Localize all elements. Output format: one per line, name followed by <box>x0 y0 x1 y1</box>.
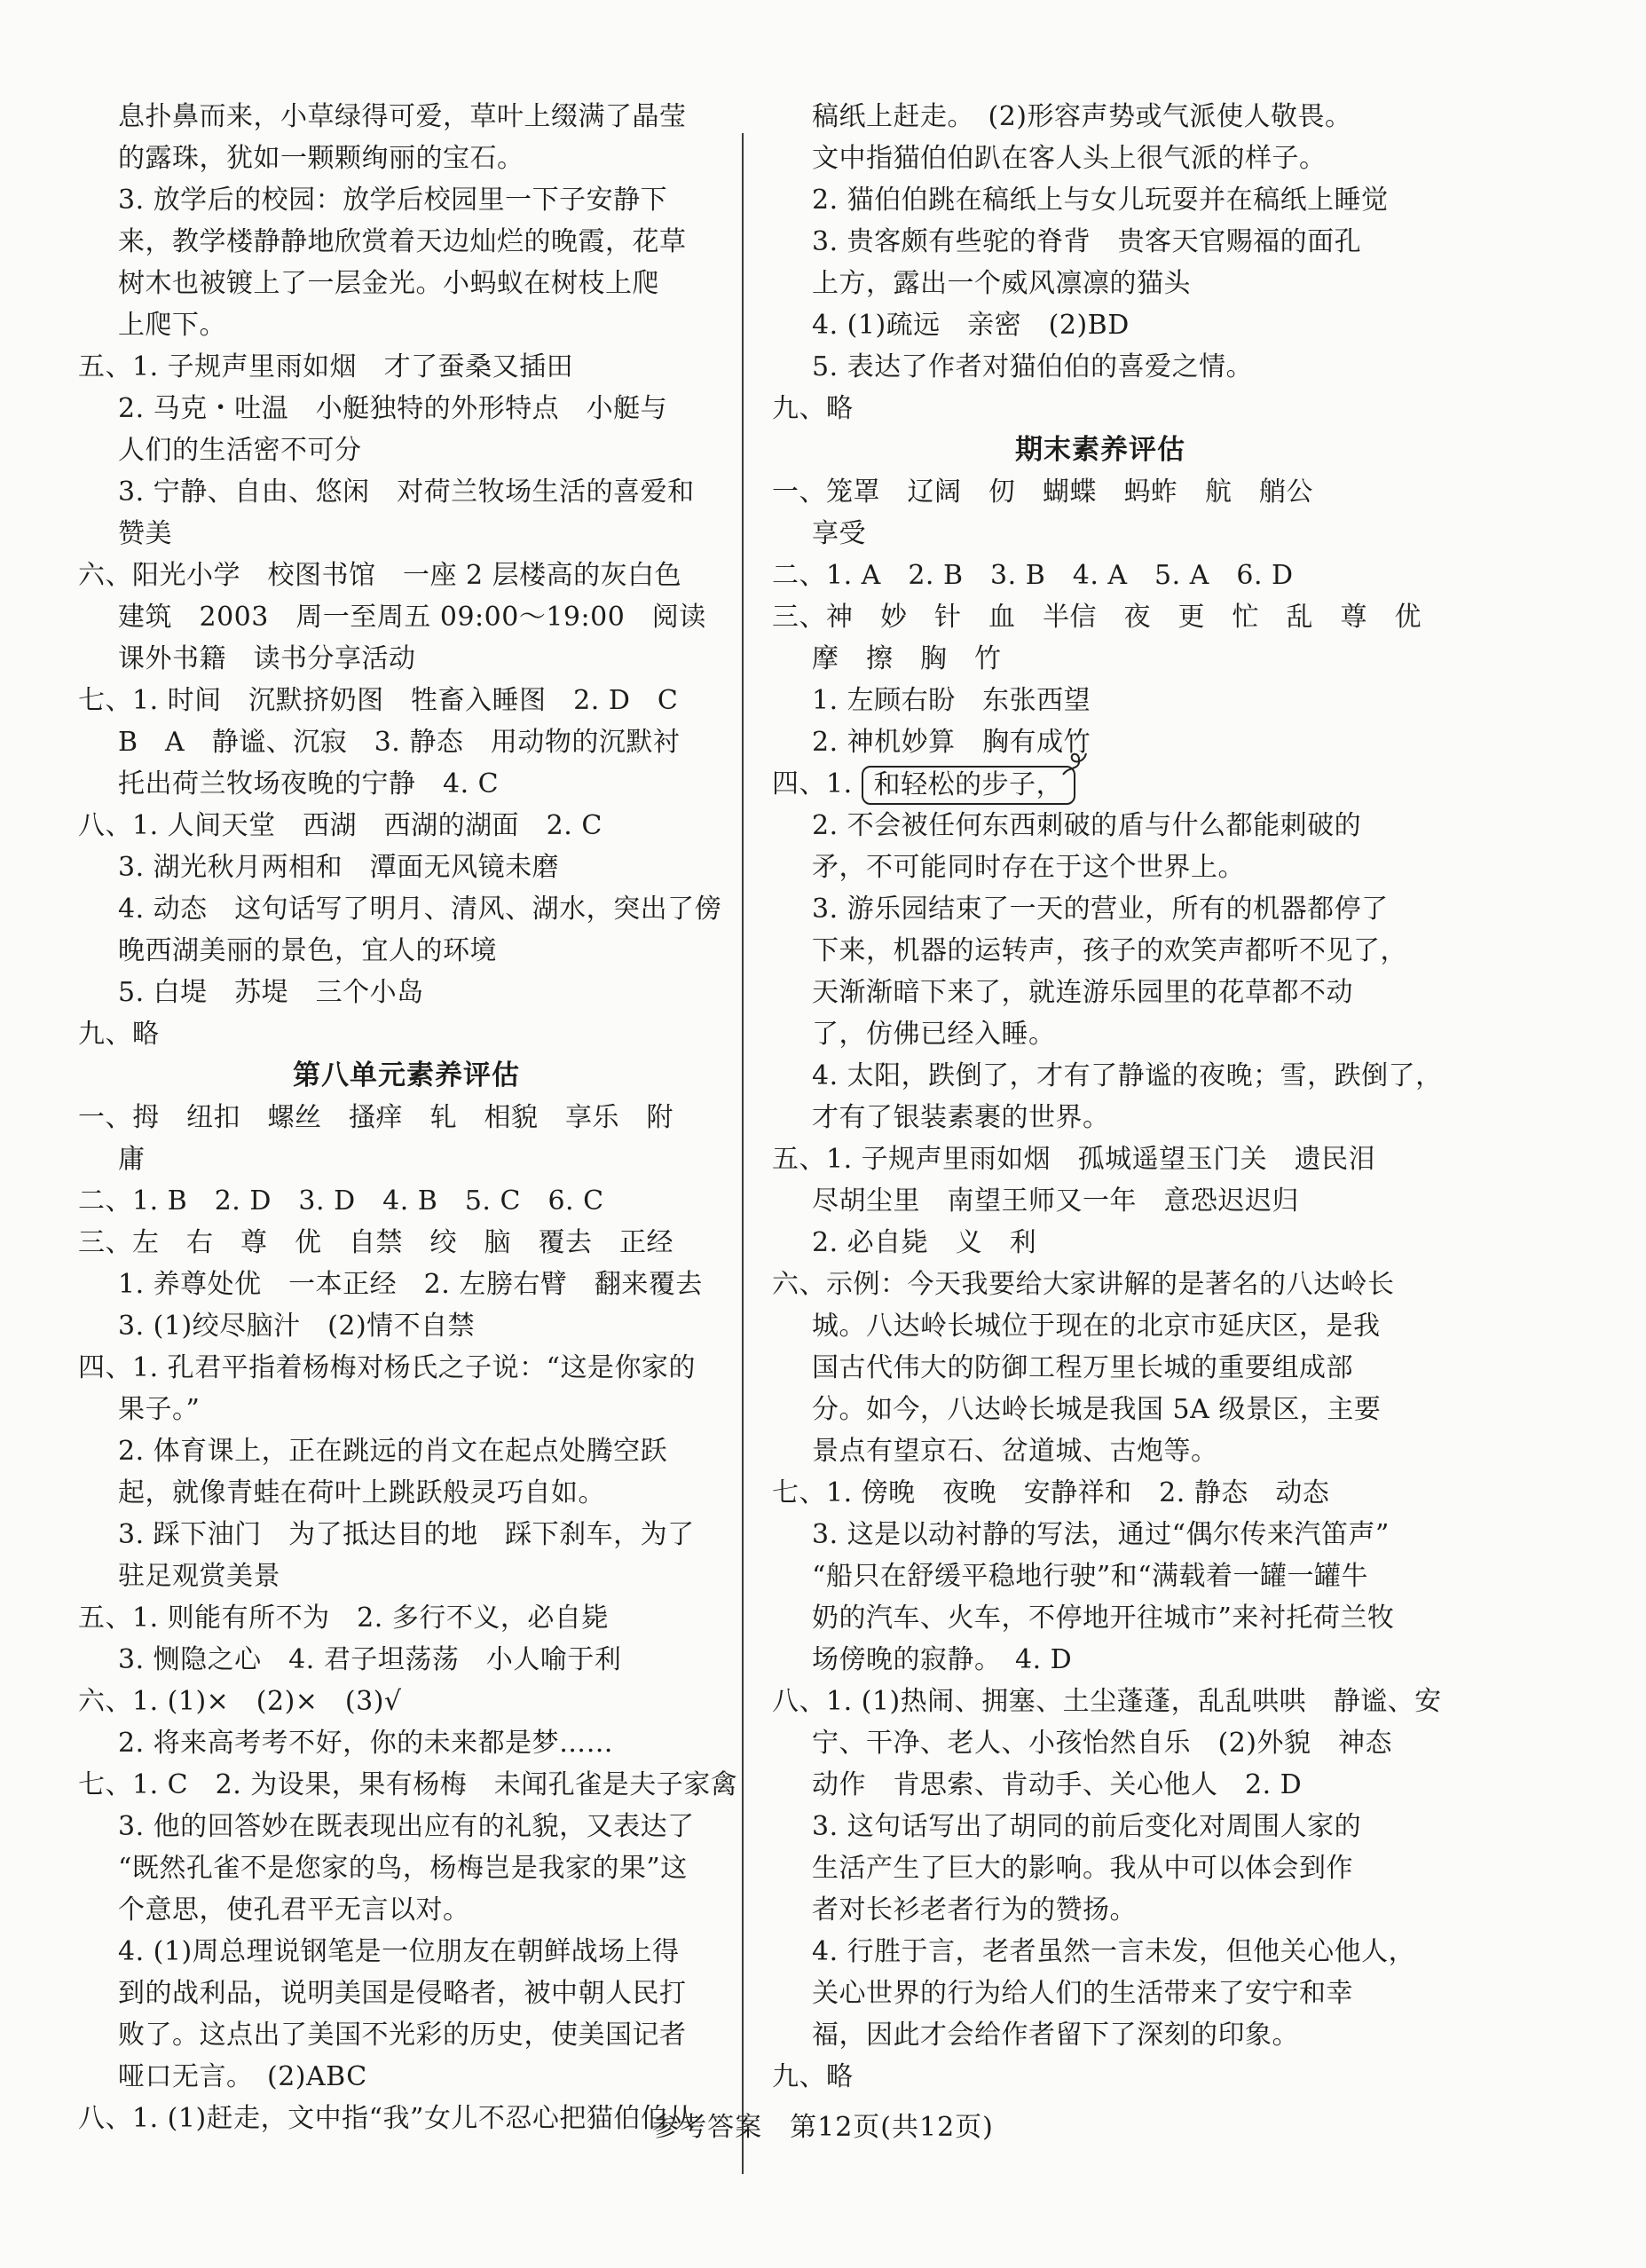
answer-line: 3. 湖光秋月两相和 潭面无风镜未磨 <box>118 852 560 883</box>
answer-line: 赞美 <box>118 518 172 549</box>
left-column <box>78 96 738 2139</box>
answer-line: 享受 <box>812 518 866 549</box>
answer-line: 3. 这句话写出了胡同的前后变化对周围人家的 <box>812 1811 1362 1842</box>
answer-line: 文中指猫伯伯趴在客人头上很气派的样子。 <box>812 143 1327 174</box>
answer-line: 托出荷兰牧场夜晚的宁静 4. C <box>118 768 500 799</box>
answer-line: 3. 宁静、自由、悠闲 对荷兰牧场生活的喜爱和 <box>118 476 695 508</box>
answer-line: 3. 恻隐之心 4. 君子坦荡荡 小人喻于利 <box>118 1644 622 1675</box>
answer-line: 福，因此才会给作者留下了深刻的印象。 <box>812 2020 1299 2051</box>
curl-mark-icon <box>1059 748 1090 778</box>
bubble-answer-text: 和轻松的步子， <box>873 769 1064 800</box>
answer-line: 九、略 <box>772 2061 854 2092</box>
answer-line: 晚西湖美丽的景色，宜人的环境 <box>118 935 497 966</box>
bubble-answer-row <box>772 763 1429 805</box>
page-footer: 参考答案 第12页(共12页) <box>652 2112 994 2143</box>
answer-line: 尽胡尘里 南望王师又一年 意恐迟迟归 <box>812 1185 1299 1217</box>
answer-line: 分。如今，八达岭长城是我国 5A 级景区，主要 <box>812 1394 1382 1425</box>
answer-line: 5. 表达了作者对猫伯伯的喜爱之情。 <box>812 351 1254 382</box>
answer-line: 八、1. (1)赶走，文中指“我”女儿不忍心把猫伯伯从 <box>78 2103 695 2134</box>
answer-line: 城。八达岭长城位于现在的北京市延庆区，是我 <box>812 1311 1381 1342</box>
bubble-answer-prefix: 四、1. <box>772 768 853 799</box>
answer-line: 九、略 <box>772 393 854 424</box>
section-heading: 第八单元素养评估 <box>293 1059 520 1091</box>
answer-line: 摩 擦 胸 竹 <box>812 643 1002 674</box>
answer-line: 2. 将来高考考不好，你的未来都是梦…… <box>118 1728 614 1759</box>
answer-line: 动作 肯思索、肯动手、关心他人 2. D <box>812 1769 1303 1800</box>
answer-line: 课外书籍 读书分享活动 <box>118 643 416 674</box>
answer-line: 2. 不会被任何东西刺破的盾与什么都能刺破的 <box>812 810 1362 841</box>
answer-line: 1. 养尊处优 一本正经 2. 左膀右臂 翻来覆去 <box>118 1269 703 1300</box>
right-column-top <box>772 96 1429 763</box>
answer-line: 败了。这点出了美国不光彩的历史，使美国记者 <box>118 2020 687 2051</box>
answer-line: 场傍晚的寂静。 4. D <box>812 1644 1073 1675</box>
answer-line: 的露珠，犹如一颗颗绚丽的宝石。 <box>118 143 524 174</box>
answer-line: 六、示例：今天我要给大家讲解的是著名的八达岭长 <box>772 1269 1395 1300</box>
answer-line: 3. 他的回答妙在既表现出应有的礼貌，又表达了 <box>118 1811 695 1842</box>
answer-line: 3. 这是以动衬静的写法，通过“偶尔传来汽笛声” <box>812 1519 1390 1550</box>
answer-line: 九、略 <box>78 1019 160 1050</box>
answer-line: 了，仿佛已经入睡。 <box>812 1019 1056 1050</box>
answer-line: 4. 行胜于言，老者虽然一言未发，但他关心他人， <box>812 1936 1416 1967</box>
answer-line: 到的战利品，说明美国是侵略者，被中朝人民打 <box>118 1978 687 2009</box>
section-heading: 期末素养评估 <box>1015 434 1185 466</box>
answer-line: 下来，机器的运转声，孩子的欢笑声都听不见了， <box>812 935 1407 966</box>
answer-line: 天渐渐暗下来了，就连游乐园里的花草都不动 <box>812 977 1353 1008</box>
answer-line: 二、1. B 2. D 3. D 4. B 5. C 6. C <box>78 1185 604 1217</box>
answer-line: 上方，露出一个威风凛凛的猫头 <box>812 268 1191 299</box>
answer-line: 景点有望京石、岔道城、古炮等。 <box>812 1436 1218 1467</box>
answer-line: 稿纸上赶走。 (2)形容声势或气派使人敬畏。 <box>812 101 1352 132</box>
answer-line: 息扑鼻而来，小草绿得可爱，草叶上缀满了晶莹 <box>118 101 687 132</box>
answer-line: 才有了银装素裹的世界。 <box>812 1102 1110 1133</box>
answer-line: 七、1. C 2. 为设果，果有杨梅 未闻孔雀是夫子家禽 <box>78 1769 738 1800</box>
answer-line: 4. 太阳，跌倒了，才有了静谧的夜晚；雪，跌倒了， <box>812 1060 1443 1091</box>
answer-line: 七、1. 傍晚 夜晚 安静祥和 2. 静态 动态 <box>772 1477 1330 1508</box>
answer-line: 上爬下。 <box>118 310 226 341</box>
answer-line: 4. (1)疏远 亲密 (2)BD <box>812 310 1130 341</box>
answer-line: 五、1. 则能有所不为 2. 多行不义，必自毙 <box>78 1603 609 1634</box>
answer-line: 3. 踩下油门 为了抵达目的地 踩下刹车，为了 <box>118 1519 695 1550</box>
answer-line: 起，就像青蛙在荷叶上跳跃般灵巧自如。 <box>118 1477 605 1508</box>
answer-line: 庸 <box>118 1144 146 1175</box>
answer-line: 5. 白堤 苏堤 三个小岛 <box>118 977 424 1008</box>
answer-line: 2. 体育课上，正在跳远的肖文在起点处腾空跃 <box>118 1436 668 1467</box>
answer-line: 人们的生活密不可分 <box>118 435 362 466</box>
answer-line: 3. 贵客颇有些驼的脊背 贵客天官赐福的面孔 <box>812 226 1362 257</box>
answer-line: B A 静谧、沉寂 3. 静态 用动物的沉默衬 <box>118 727 681 758</box>
answer-line: 矛，不可能同时存在于这个世界上。 <box>812 852 1245 883</box>
answer-line: 2. 神机妙算 胸有成竹 <box>812 727 1091 758</box>
speech-bubble <box>862 766 1076 805</box>
answer-line: 2. 猫伯伯跳在稿纸上与女儿玩耍并在稿纸上睡觉 <box>812 185 1389 216</box>
answer-line: 六、阳光小学 校图书馆 一座 2 层楼高的灰白色 <box>78 560 682 591</box>
answer-line: “既然孔雀不是您家的鸟，杨梅岂是我家的果”这 <box>118 1853 688 1884</box>
answer-line: 1. 左顾右盼 东张西望 <box>812 685 1091 716</box>
answer-line: 个意思，使孔君平无言以对。 <box>118 1894 470 1925</box>
answer-line: 六、1. (1)× (2)× (3)√ <box>78 1686 402 1717</box>
answer-line: 树木也被镀上了一层金光。小蚂蚁在树枝上爬 <box>118 268 659 299</box>
answer-line: 3. 游乐园结束了一天的营业，所有的机器都停了 <box>812 894 1389 925</box>
answer-line: “船只在舒缓平稳地行驶”和“满载着一罐一罐牛 <box>812 1561 1369 1592</box>
right-column <box>772 96 1443 2098</box>
answer-line: 驻足观赏美景 <box>118 1561 280 1592</box>
answer-line: 4. 动态 这句话写了明月、清风、湖水，突出了傍 <box>118 894 722 925</box>
answer-line: 3. (1)绞尽脑汁 (2)情不自禁 <box>118 1311 476 1342</box>
answer-line: 八、1. 人间天堂 西湖 西湖的湖面 2. C <box>78 810 602 841</box>
answer-line: 四、1. 孔君平指着杨梅对杨氏之子说：“这是你家的 <box>78 1352 696 1383</box>
answer-line: 生活产生了巨大的影响。我从中可以体会到作 <box>812 1853 1353 1884</box>
answer-line: 五、1. 子规声里雨如烟 才了蚕桑又插田 <box>78 351 574 382</box>
answer-line: 一、笼罩 辽阔 仞 蝴蝶 蚂蚱 航 艄公 <box>772 476 1313 508</box>
answer-line: 三、神 妙 针 血 半信 夜 更 忙 乱 尊 优 <box>772 602 1422 633</box>
answer-line: 者对长衫老者行为的赞扬。 <box>812 1894 1137 1925</box>
answer-line: 哑口无言。 (2)ABC <box>118 2061 367 2092</box>
answer-line: 2. 必自毙 义 利 <box>812 1227 1037 1258</box>
answer-line: 三、左 右 尊 优 自禁 绞 脑 覆去 正经 <box>78 1227 673 1258</box>
answer-line: 八、1. (1)热闹、拥塞、土尘蓬蓬，乱乱哄哄 静谧、安 <box>772 1686 1442 1717</box>
answer-line: 七、1. 时间 沉默挤奶图 牲畜入睡图 2. D C <box>78 685 679 716</box>
column-divider <box>742 133 744 2174</box>
answer-line: 五、1. 子规声里雨如烟 孤城遥望玉门关 遗民泪 <box>772 1144 1376 1175</box>
answer-line: 奶的汽车、火车，不停地开往城市”来衬托荷兰牧 <box>812 1603 1395 1634</box>
answer-line: 宁、干净、老人、小孩怡然自乐 (2)外貌 神态 <box>812 1728 1392 1759</box>
answer-line: 国古代伟大的防御工程万里长城的重要组成部 <box>812 1352 1353 1383</box>
answer-line: 一、拇 纽扣 螺丝 搔痒 轧 相貌 享乐 附 <box>78 1102 673 1133</box>
answer-line: 关心世界的行为给人们的生活带来了安宁和幸 <box>812 1978 1353 2009</box>
answer-line: 来，教学楼静静地欣赏着天边灿烂的晚霞，花草 <box>118 226 687 257</box>
answer-line: 3. 放学后的校园：放学后校园里一下子安静下 <box>118 185 668 216</box>
answer-line: 2. 马克・吐温 小艇独特的外形特点 小艇与 <box>118 393 668 424</box>
right-column-bottom <box>772 805 1443 2098</box>
answer-line: 4. (1)周总理说钢笔是一位朋友在朝鲜战场上得 <box>118 1936 680 1967</box>
answer-line: 果子。” <box>118 1394 201 1425</box>
answer-line: 二、1. A 2. B 3. B 4. A 5. A 6. D <box>772 560 1294 591</box>
answer-line: 建筑 2003 周一至周五 09:00～19:00 阅读 <box>118 602 706 633</box>
